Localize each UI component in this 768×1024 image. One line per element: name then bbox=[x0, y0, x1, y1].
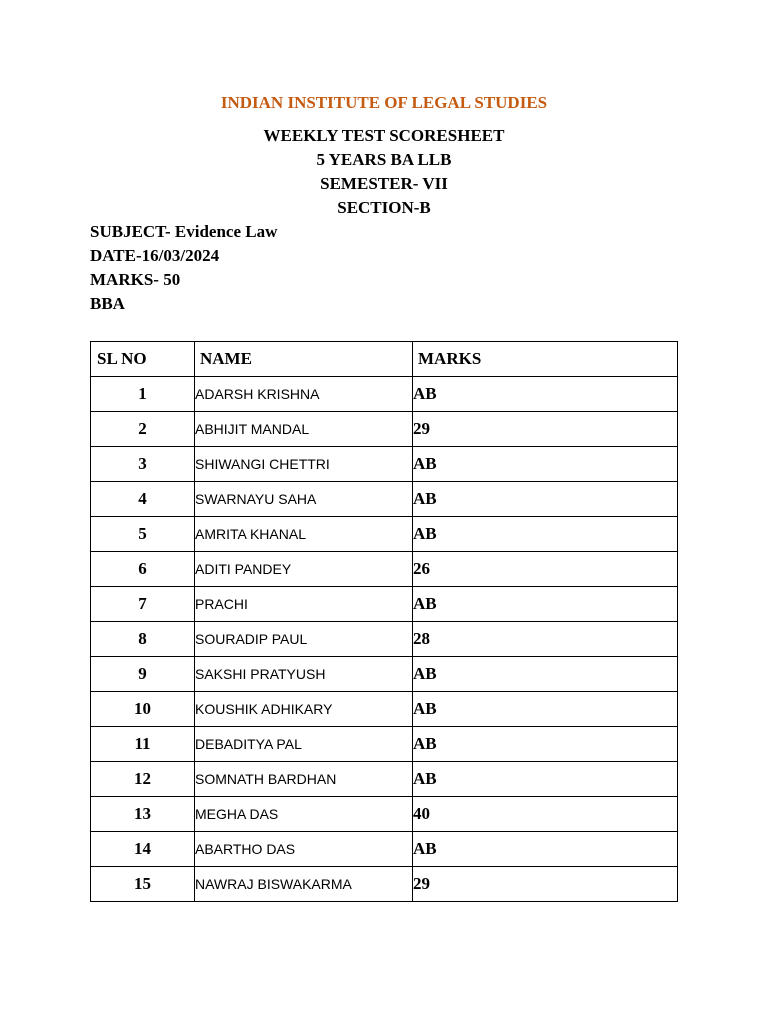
student-name-cell: AMRITA KHANAL bbox=[195, 517, 413, 552]
marks-cell: AB bbox=[413, 762, 678, 797]
column-header-name: NAME bbox=[195, 342, 413, 377]
max-marks-label: MARKS- 50 bbox=[90, 270, 181, 289]
sl-no-cell: 15 bbox=[91, 867, 195, 902]
marks-cell: AB bbox=[413, 692, 678, 727]
sl-no-cell: 9 bbox=[91, 657, 195, 692]
marks-cell: 40 bbox=[413, 797, 678, 832]
date-label: DATE-16/03/2024 bbox=[90, 246, 220, 265]
sl-no-cell: 6 bbox=[91, 552, 195, 587]
table-row bbox=[91, 517, 678, 552]
marks-cell: AB bbox=[413, 482, 678, 517]
scores-table bbox=[90, 341, 678, 902]
marks-cell: AB bbox=[413, 832, 678, 867]
sl-no-cell: 10 bbox=[91, 692, 195, 727]
student-name-cell: ABARTHO DAS bbox=[195, 832, 413, 867]
sheet-title: WEEKLY TEST SCORESHEET bbox=[263, 126, 505, 145]
student-name-cell: SOURADIP PAUL bbox=[195, 622, 413, 657]
student-name-cell: SWARNAYU SAHA bbox=[195, 482, 413, 517]
sl-no-cell: 2 bbox=[91, 412, 195, 447]
table-row bbox=[91, 657, 678, 692]
student-name-cell: ABHIJIT MANDAL bbox=[195, 412, 413, 447]
semester-label: SEMESTER- VII bbox=[320, 174, 448, 193]
sl-no-cell: 5 bbox=[91, 517, 195, 552]
table-row bbox=[91, 377, 678, 412]
table-row bbox=[91, 447, 678, 482]
sl-no-cell: 14 bbox=[91, 832, 195, 867]
table-body bbox=[91, 377, 678, 902]
student-name-cell: DEBADITYA PAL bbox=[195, 727, 413, 762]
student-name-cell: KOUSHIK ADHIKARY bbox=[195, 692, 413, 727]
table-row bbox=[91, 482, 678, 517]
sl-no-cell: 7 bbox=[91, 587, 195, 622]
student-name-cell: SOMNATH BARDHAN bbox=[195, 762, 413, 797]
sl-no-cell: 12 bbox=[91, 762, 195, 797]
student-name-cell: NAWRAJ BISWAKARMA bbox=[195, 867, 413, 902]
student-name-cell: ADARSH KRISHNA bbox=[195, 377, 413, 412]
program-label: BBA bbox=[90, 294, 125, 313]
institute-title: INDIAN INSTITUTE OF LEGAL STUDIES bbox=[220, 93, 548, 112]
marks-cell: AB bbox=[413, 587, 678, 622]
marks-cell: 26 bbox=[413, 552, 678, 587]
marks-cell: AB bbox=[413, 517, 678, 552]
marks-cell: AB bbox=[413, 377, 678, 412]
sl-no-cell: 8 bbox=[91, 622, 195, 657]
table-row bbox=[91, 727, 678, 762]
table-row bbox=[91, 412, 678, 447]
sl-no-cell: 3 bbox=[91, 447, 195, 482]
marks-cell: AB bbox=[413, 657, 678, 692]
table-header-row bbox=[91, 342, 678, 377]
table-row bbox=[91, 797, 678, 832]
course-label: 5 YEARS BA LLB bbox=[316, 150, 452, 169]
column-header-sl-no: SL NO bbox=[91, 342, 195, 377]
table-row bbox=[91, 552, 678, 587]
sl-no-cell: 13 bbox=[91, 797, 195, 832]
section-label: SECTION-B bbox=[337, 198, 431, 217]
marks-cell: AB bbox=[413, 447, 678, 482]
marks-cell: 28 bbox=[413, 622, 678, 657]
table-row bbox=[91, 762, 678, 797]
table-row bbox=[91, 692, 678, 727]
sl-no-cell: 1 bbox=[91, 377, 195, 412]
student-name-cell: SAKSHI PRATYUSH bbox=[195, 657, 413, 692]
student-name-cell: SHIWANGI CHETTRI bbox=[195, 447, 413, 482]
marks-cell: 29 bbox=[413, 867, 678, 902]
student-name-cell: PRACHI bbox=[195, 587, 413, 622]
student-name-cell: ADITI PANDEY bbox=[195, 552, 413, 587]
table-row bbox=[91, 832, 678, 867]
table-row bbox=[91, 867, 678, 902]
subject-label: SUBJECT- Evidence Law bbox=[90, 222, 278, 241]
sl-no-cell: 4 bbox=[91, 482, 195, 517]
table-row bbox=[91, 587, 678, 622]
column-header-marks: MARKS bbox=[413, 342, 678, 377]
student-name-cell: MEGHA DAS bbox=[195, 797, 413, 832]
sl-no-cell: 11 bbox=[91, 727, 195, 762]
marks-cell: 29 bbox=[413, 412, 678, 447]
marks-cell: AB bbox=[413, 727, 678, 762]
table-row bbox=[91, 622, 678, 657]
